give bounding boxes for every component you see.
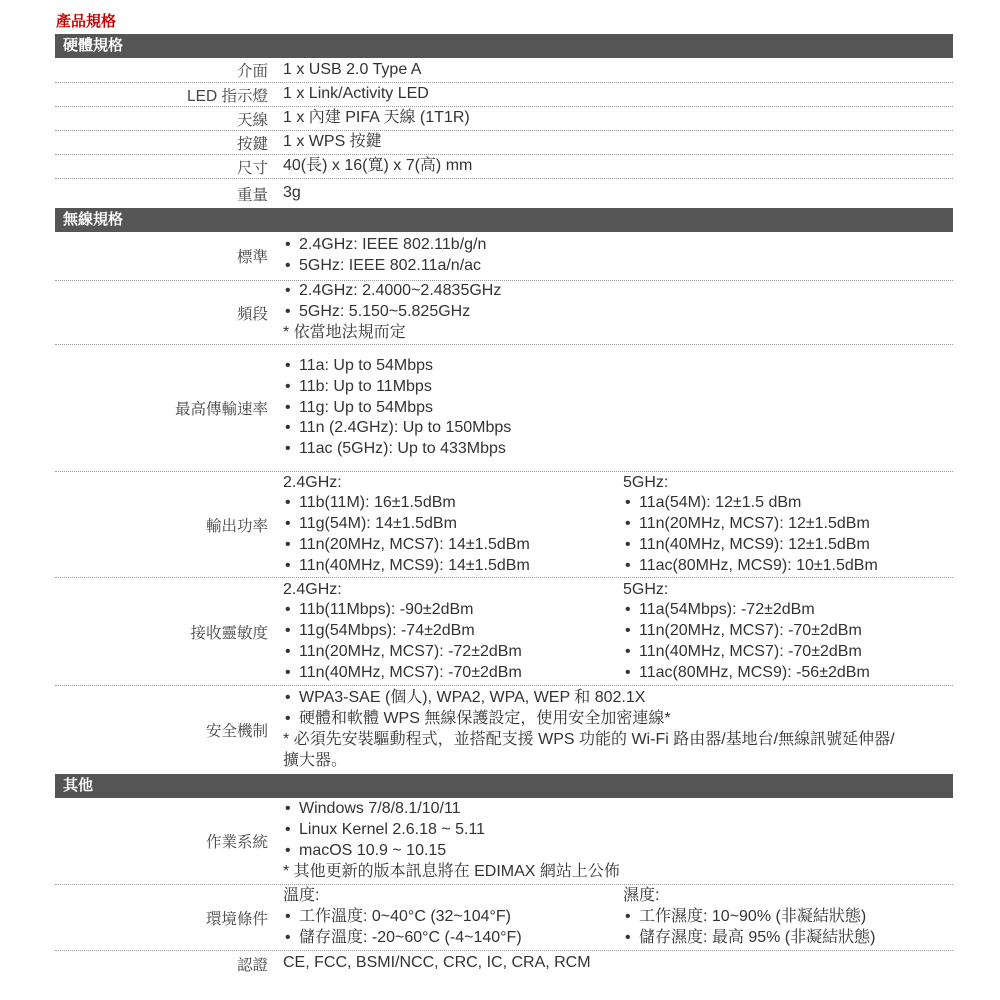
bullet-item: • 2.4GHz: IEEE 802.11b/g/n: [283, 235, 486, 256]
spec-value: [283, 473, 963, 577]
bullet-item: • 11b: Up to 11Mbps: [283, 377, 511, 398]
spec-label: 按鍵: [236, 135, 268, 153]
spec-column: [283, 886, 623, 948]
spec-label: 重量: [236, 186, 268, 204]
spec-row: [55, 155, 953, 179]
spec-label: 尺寸: [236, 159, 268, 177]
spec-label: 安全機制: [205, 723, 268, 740]
spec-lines: [283, 183, 301, 204]
spec-lines: [283, 235, 486, 277]
spec-value: [283, 356, 953, 460]
spec-row: [55, 58, 953, 83]
bullet-item: • 11g(54M): 14±1.5dBm: [283, 514, 623, 535]
bullet-item: • 11b(11Mbps): -90±2dBm: [283, 600, 623, 621]
spec-line: 1 x USB 2.0 Type A: [283, 60, 422, 78]
spec-value: [283, 580, 963, 684]
section-header: 硬體規格: [55, 34, 953, 58]
bullet-item: • 儲存溫度: -20~60°C (-4~140°F): [283, 928, 623, 949]
spec-column: [623, 580, 963, 684]
spec-row: [55, 951, 953, 976]
bullet-item: • 5GHz: 5.150~5.825GHz: [283, 302, 501, 323]
spec-line: CE, FCC, BSMI/NCC, CRC, IC, CRA, RCM: [283, 954, 591, 972]
spec-line: 2.4GHz:: [283, 580, 342, 598]
spec-column: [623, 473, 963, 577]
spec-label: 天線: [236, 111, 268, 129]
spec-label: 作業系統: [205, 834, 268, 851]
bullet-item: • Windows 7/8/8.1/10/11: [283, 799, 620, 820]
spec-line: 1 x 內建 PIFA 天線 (1T1R): [283, 109, 470, 127]
bullet-item: • 11n(40MHz, MCS9): 12±1.5dBm: [623, 535, 963, 556]
spec-value: [283, 183, 953, 204]
spec-line: 5GHz:: [623, 580, 669, 598]
bullet-item: • 11a(54M): 12±1.5 dBm: [623, 493, 963, 514]
bullet-item: • 11n(20MHz, MCS7): 14±1.5dBm: [283, 535, 623, 556]
spec-label: 環境條件: [205, 910, 268, 928]
spec-line: 5GHz:: [623, 473, 669, 491]
spec-line: 1 x WPS 按鍵: [283, 133, 382, 151]
spec-row: [55, 281, 953, 345]
spec-label: 認證: [236, 956, 268, 974]
bullet-item: • 11n (2.4GHz): Up to 150Mbps: [283, 418, 511, 439]
spec-label: 輸出功率: [205, 517, 268, 535]
spec-label: 標準: [236, 249, 268, 266]
spec-line: 擴大器。: [283, 751, 348, 769]
bullet-item: • 工作濕度: 10~90% (非凝結狀態): [623, 907, 963, 928]
spec-value: [283, 84, 953, 105]
spec-row: [55, 107, 953, 131]
bullet-item: • 11ac (5GHz): Up to 433Mbps: [283, 439, 511, 460]
spec-row: [55, 798, 953, 885]
spec-value: [283, 886, 963, 948]
spec-row: [55, 885, 953, 951]
spec-column: [283, 580, 623, 684]
spec-value: [283, 60, 953, 81]
spec-row: [55, 131, 953, 155]
spec-value: [283, 799, 953, 882]
section-header: 其他: [55, 774, 953, 798]
spec-row: [55, 686, 953, 774]
bullet-item: • 5GHz: IEEE 802.11a/n/ac: [283, 256, 486, 277]
spec-column: [283, 473, 623, 577]
spec-lines: [283, 60, 421, 81]
bullet-item: • Linux Kernel 2.6.18 ~ 5.11: [283, 820, 620, 841]
spec-row: [55, 345, 953, 472]
section-header: 無線規格: [55, 208, 953, 232]
spec-line: 1 x Link/Activity LED: [283, 85, 429, 103]
bullet-item: • 11g(54Mbps): -74±2dBm: [283, 621, 623, 642]
spec-value: [283, 108, 953, 129]
bullet-item: • 硬體和軟體 WPS 無線保護設定，使用安全加密連線*: [283, 709, 895, 730]
spec-value: [283, 132, 953, 153]
bullet-item: • 11ac(80MHz, MCS9): 10±1.5dBm: [623, 556, 963, 577]
spec-row: [55, 578, 953, 686]
spec-row: [55, 83, 953, 107]
spec-row: [55, 232, 953, 281]
bullet-item: • 11ac(80MHz, MCS9): -56±2dBm: [623, 663, 963, 684]
spec-label: 最高傳輸速率: [174, 401, 268, 418]
spec-lines: [283, 799, 620, 882]
bullet-item: • macOS 10.9 ~ 10.15: [283, 841, 620, 862]
spec-lines: [283, 356, 511, 460]
bullet-item: • WPA3-SAE (個人), WPA2, WPA, WEP 和 802.1X: [283, 688, 895, 709]
bullet-item: • 11n(20MHz, MCS7): -72±2dBm: [283, 642, 623, 663]
spec-value: [283, 688, 953, 771]
bullet-item: • 11n(20MHz, MCS7): 12±1.5dBm: [623, 514, 963, 535]
bullet-item: • 11b(11M): 16±1.5dBm: [283, 493, 623, 514]
spec-line: * 其他更新的版本訊息將在 EDIMAX 網站上公佈: [283, 862, 620, 880]
bullet-item: • 11g: Up to 54Mbps: [283, 398, 511, 419]
spec-line: * 依當地法規而定: [283, 323, 406, 341]
bullet-item: • 儲存濕度: 最高 95% (非凝結狀態): [623, 928, 963, 949]
spec-label: 接收靈敏度: [190, 624, 268, 642]
bullet-item: • 11n(40MHz, MCS7): -70±2dBm: [623, 642, 963, 663]
spec-line: 2.4GHz:: [283, 473, 342, 491]
spec-lines: [283, 108, 470, 129]
spec-line: 濕度:: [623, 887, 660, 905]
spec-lines: [283, 953, 591, 974]
spec-label: 頻段: [236, 305, 268, 323]
bullet-item: • 11a(54Mbps): -72±2dBm: [623, 600, 963, 621]
bullet-item: • 11a: Up to 54Mbps: [283, 356, 511, 377]
spec-value: [283, 953, 953, 974]
spec-row: [55, 472, 953, 578]
spec-lines: [283, 132, 382, 153]
bullet-item: • 11n(40MHz, MCS7): -70±2dBm: [283, 663, 623, 684]
spec-value: [283, 235, 953, 277]
spec-lines: [283, 688, 895, 771]
spec-lines: [283, 281, 501, 343]
bullet-item: • 工作溫度: 0~40°C (32~104°F): [283, 907, 623, 928]
spec-line: 溫度:: [283, 887, 320, 905]
spec-lines: [283, 156, 472, 177]
spec-column: [623, 886, 963, 948]
bullet-item: • 11n(40MHz, MCS9): 14±1.5dBm: [283, 556, 623, 577]
spec-value: [283, 156, 953, 177]
spec-lines: [283, 84, 429, 105]
spec-row: [55, 179, 953, 208]
spec-line: 40(長) x 16(寬) x 7(高) mm: [283, 157, 473, 175]
spec-line: 3g: [283, 184, 301, 202]
bullet-item: • 11n(20MHz, MCS7): -70±2dBm: [623, 621, 963, 642]
spec-label: LED 指示燈: [187, 87, 268, 105]
spec-line: * 必須先安裝驅動程式，並搭配支援 WPS 功能的 Wi-Fi 路由器/基地台/無線訊號延伸器/: [283, 731, 895, 748]
spec-value: [283, 281, 953, 343]
spec-label: 介面: [236, 63, 268, 80]
spec-table: [55, 34, 953, 976]
bullet-item: • 2.4GHz: 2.4000~2.4835GHz: [283, 281, 501, 302]
page-title: 產品規格: [56, 13, 117, 30]
